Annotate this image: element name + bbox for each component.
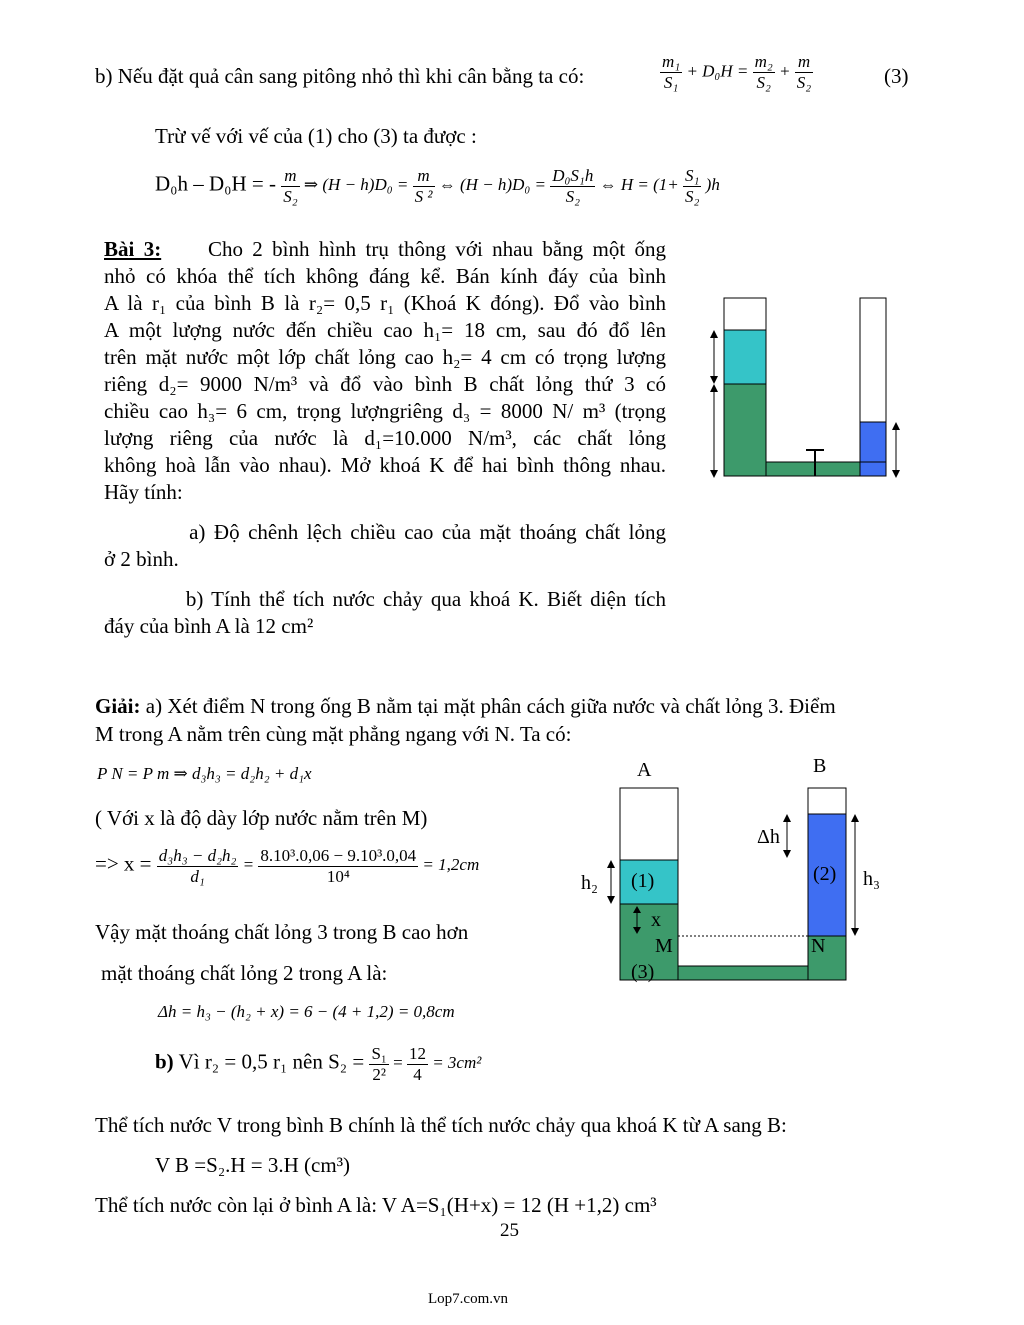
fraction: $\frac{m}{\text{S₂}}$: [796, 52, 812, 92]
figure-vessels-open: [575, 750, 895, 990]
problem-line: riêng d₂= 9000 N/m³ và đổ vào bình B chất lỏng thứ 3 có: [104, 372, 666, 396]
label-vessel-b: B: [813, 755, 827, 777]
subtract-line: Trừ vế với vế của (1) cho (3) ta được :: [155, 124, 477, 148]
label-liquid-3: (3): [631, 961, 655, 983]
fraction: $\frac{\text{S₁}}{\text{2²}}$: [371, 1044, 387, 1084]
figure-vessels-closed: [700, 290, 910, 490]
solution-label: Giải:: [95, 694, 141, 718]
label-h2: h₂: [581, 872, 598, 894]
delta-h-equation: Δh = h₃ − (h₂ + x) = 6 − (4 + 1,2) = 0,8cm: [158, 1002, 455, 1021]
fraction: $\frac{\text{m₂}}{\text{S₂}}$: [754, 52, 773, 92]
part-b-solution: b) Vì r₂ = 0,5 r₁ nên S₂ = $\frac{\text{S₁}}{\text{2²}}$ = $\frac{12}{4}$ = 3cm²: [155, 1044, 482, 1084]
volume-line: Thể tích nước V trong bình B chính là thể tích nước chảy qua khoá K từ A sang B:: [95, 1113, 787, 1137]
label-h3: h₃: [863, 868, 880, 890]
label-point-n: N: [811, 935, 826, 957]
problem-title: Bài 3:: [104, 237, 162, 261]
site-footer: Lop7.com.vn: [428, 1291, 508, 1307]
problem-line: A một lượng nước đến chiều cao h₁= 18 cm, sau đó đổ lên: [104, 318, 666, 342]
problem-line: chiều cao h₃= 6 cm, trọng lượngriêng d₃ = 8000 N/ m³ (trọng: [104, 399, 666, 423]
problem-line: trên mặt nước một lớp chất lỏng cao h₂= 4 cm có trọng lượng: [104, 345, 666, 369]
fraction: $\frac{12}{4}$: [408, 1044, 426, 1084]
equation-3: $\frac{\text{m₁}}{\text{S₁}}$ + D₀H = $\frac{\text{m₂}}{\text{S₂}}$ + $\frac{m}{\text{S₂}}$: [662, 52, 812, 92]
note-x: ( Với x là độ dày lớp nước nằm trên M): [95, 806, 428, 830]
problem-line: không hoà lẫn vào nhau). Mở khoá K để hai bình thông nhau.: [104, 453, 666, 477]
fraction: $\frac{\text{8.10³.0,06 − 9.10³.0,04}}{\text{10⁴}}$: [260, 846, 417, 886]
part-b-intro: [95, 64, 584, 89]
fraction: $\frac{\text{S₁}}{\text{S₂}}$: [684, 166, 700, 206]
conclusion-1: Vậy mặt thoáng chất lỏng 3 trong B cao hơn: [95, 920, 469, 944]
problem-line: A là r₁ của bình B là r₂= 0,5 r₁ (Khoá K đóng). Đổ vào bình: [104, 291, 666, 315]
label-liquid-2: (2): [813, 863, 837, 885]
solution-line-1: Giải: a) Xét điểm N trong ống B nằm tại mặt phân cách giữa nước và chất lỏng 3. Điểm: [95, 694, 836, 718]
fraction: $\frac{\text{d₃h₃ − d₂h₂}}{\text{d₁}}$: [158, 846, 237, 886]
problem-line: nhỏ có khóa thể tích không đáng kể. Bán kính đáy của bình: [104, 264, 666, 288]
problem-line: lượng riêng của nước là d₁=10.000 N/m³, các chất lỏng: [104, 426, 666, 450]
question-b: b) Tính thể tích nước chảy qua khoá K. Biết diện tích đáy của bình A là 12 cm²: [104, 587, 666, 638]
derivation: D₀h – D₀H = - $\frac{m}{\text{S₂}}$ ⇒ (H − h)D₀ = $\frac{m}{\text{S ²}}$ ⇔ (H − h)D₀ = $\frac{\text{D₀S₁h}}{\text{S₂}}$ ⇔ H = (1+ $\frac{\text{S₁}}{\text{S₂}}$ )h: [155, 166, 720, 206]
problem-line: Hãy tính:: [104, 480, 183, 504]
fraction: $\frac{\text{m₁}}{\text{S₁}}$: [662, 52, 681, 92]
part-b-text: b) Nếu đặt quả cân sang pitông nhỏ thì khi cân bằng ta có:: [95, 64, 585, 88]
label-point-m: M: [655, 935, 673, 957]
fraction: $\frac{m}{\text{S₂}}$: [283, 166, 298, 206]
conclusion-2: mặt thoáng chất lỏng 2 trong A là:: [101, 961, 388, 985]
problem-line-1: Bài 3: Cho 2 bình hình trụ thông với nhau bằng một ống: [104, 237, 667, 261]
label-x: x: [651, 909, 661, 931]
x-equation: => x = $\frac{\text{d₃h₃ − d₂h₂}}{\text{d₁}}$ = $\frac{\text{8.10³.0,06 − 9.10³.0,04}}{\text{10⁴}}$ = 1,2cm: [95, 846, 480, 886]
fraction: $\frac{m}{\text{S ²}}$: [414, 166, 433, 206]
problem-statement: [104, 236, 666, 506]
question-a: a) Độ chênh lệch chiều cao của mặt thoáng chất lỏng ở 2 bình.: [104, 520, 666, 571]
equation-number: (3): [884, 64, 909, 88]
pressure-equation: P N = P m ⇒ d₃h₃ = d₂h₂ + d₁x: [97, 764, 312, 783]
vb-line: V B =S₂.H = 3.H (cm³): [155, 1153, 350, 1177]
label-vessel-a: A: [637, 759, 652, 781]
fraction: $\frac{\text{D₀S₁h}}{\text{S₂}}$: [552, 166, 594, 206]
page-number: 25: [500, 1220, 519, 1241]
label-liquid-1: (1): [631, 870, 655, 892]
va-line: Thể tích nước còn lại ở bình A là: V A=S₁(H+x) = 12 (H +1,2) cm³: [95, 1193, 657, 1217]
label-delta-h: Δh: [757, 826, 780, 848]
solution-line-2: M trong A nằm trên cùng mặt phẳng ngang với N. Ta có:: [95, 722, 572, 746]
